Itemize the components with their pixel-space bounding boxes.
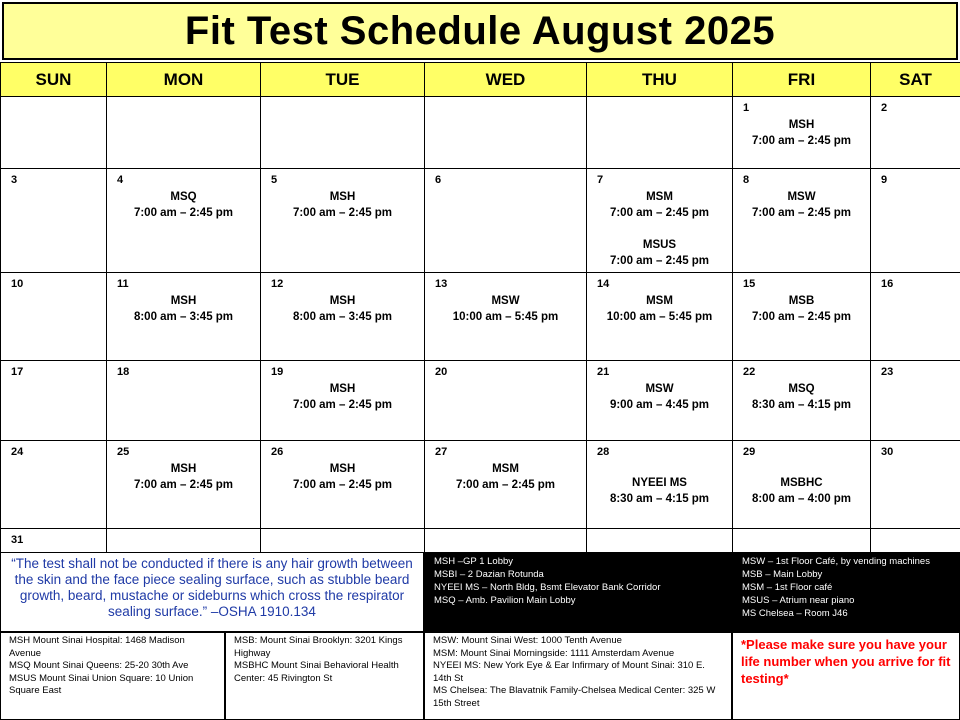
day-number: 11 <box>117 278 129 290</box>
day-cell <box>871 441 960 529</box>
weekday-sat: SAT <box>871 63 960 97</box>
weekday-fri: FRI <box>733 63 871 97</box>
day-number: 25 <box>117 446 130 458</box>
day-number: 1 <box>743 102 750 114</box>
location-line: MSW – 1st Floor Café, by vending machines <box>742 556 930 567</box>
day-number: 2 <box>881 102 888 114</box>
event-location: MSQ <box>788 383 815 395</box>
day-number: 12 <box>271 278 284 290</box>
day-number: 10 <box>11 278 24 290</box>
event-location: MSH <box>170 295 197 307</box>
event-location: MSM <box>646 295 673 307</box>
day-cell <box>261 169 425 273</box>
event-location: MSW <box>787 191 816 203</box>
event-time: 7:00 am – 2:45 pm <box>133 479 234 491</box>
day-cell <box>425 361 587 441</box>
address-line: MSW: Mount Sinai West: 1000 Tenth Avenue <box>433 635 622 646</box>
weekday-mon: MON <box>107 63 261 97</box>
locations-right <box>742 555 957 620</box>
day-number: 7 <box>597 174 604 186</box>
event-location: MSH <box>329 383 356 395</box>
day-number: 23 <box>881 366 894 378</box>
day-cell <box>871 97 960 169</box>
event-location: MSH <box>329 295 356 307</box>
event-time: 10:00 am – 5:45 pm <box>606 311 713 323</box>
day-cell <box>587 169 733 273</box>
location-line: MSH –GP 1 Lobby <box>434 556 514 567</box>
day-number: 29 <box>743 446 756 458</box>
event-time: 10:00 am – 5:45 pm <box>452 311 559 323</box>
day-number: 15 <box>743 278 756 290</box>
event-location: MSH <box>170 463 197 475</box>
week-row <box>1 273 960 361</box>
day-cell <box>1 169 107 273</box>
day-cell <box>733 441 871 529</box>
day-number: 17 <box>11 366 24 378</box>
event-time: 7:00 am – 2:45 pm <box>751 207 852 219</box>
day-number: 4 <box>117 174 124 186</box>
day-cell <box>425 169 587 273</box>
day-cell <box>587 441 733 529</box>
weekday-sun: SUN <box>1 63 107 97</box>
day-cell <box>587 97 733 169</box>
day-number: 30 <box>881 446 894 458</box>
address-line: MSB: Mount Sinai Brooklyn: 3201 Kings Highway <box>234 635 403 659</box>
day-cell <box>107 97 261 169</box>
event-time: 8:00 am – 3:45 pm <box>292 311 393 323</box>
location-line: MSB – Main Lobby <box>742 569 823 580</box>
week-row <box>1 441 960 529</box>
day-cell <box>107 361 261 441</box>
address-line: NYEEI MS: New York Eye & Ear Infirmary of Mount Sinai: 310 E. 14th St <box>433 660 705 684</box>
event-location: MSW <box>491 295 520 307</box>
weekday-tue: TUE <box>261 63 425 97</box>
day-cell <box>425 529 587 553</box>
addresses-column-2 <box>225 632 424 720</box>
day-cell <box>733 169 871 273</box>
event-time: 7:00 am – 2:45 pm <box>292 207 393 219</box>
week-row <box>1 169 960 273</box>
event-location: MSB <box>788 295 815 307</box>
page-title: Fit Test Schedule August 2025 <box>2 2 958 60</box>
day-cell <box>587 361 733 441</box>
address-line: MSBHC Mount Sinai Behavioral Health Center: 45 Rivington St <box>234 660 399 684</box>
day-cell <box>871 529 960 553</box>
day-cell <box>261 273 425 361</box>
day-number: 19 <box>271 366 284 378</box>
day-cell <box>107 273 261 361</box>
week-row <box>1 361 960 441</box>
day-cell <box>587 529 733 553</box>
day-cell <box>733 361 871 441</box>
location-line: MSBI – 2 Dazian Rotunda <box>434 569 544 580</box>
day-number: 20 <box>435 366 448 378</box>
weekday-wed: WED <box>425 63 587 97</box>
event-location: MSM <box>646 191 673 203</box>
week-row <box>1 529 960 553</box>
day-cell <box>871 361 960 441</box>
event-location: MSQ <box>170 191 197 203</box>
day-cell <box>1 441 107 529</box>
event-time: 7:00 am – 2:45 pm <box>751 311 852 323</box>
day-cell <box>587 273 733 361</box>
day-number: 9 <box>881 174 888 186</box>
event-location: MSBHC <box>780 477 823 489</box>
address-line: MSM: Mount Sinai Morningside: 1111 Amsterdam Avenue <box>433 647 675 659</box>
calendar-grid <box>0 62 960 553</box>
day-cell <box>425 273 587 361</box>
life-number-reminder: *Please make sure you have your life number when you arrive for fit testing* <box>732 632 960 720</box>
location-line: MSUS – Atrium near piano <box>742 595 855 606</box>
day-cell <box>871 273 960 361</box>
weekday-header-row <box>1 63 960 97</box>
event-location: MSH <box>329 191 356 203</box>
day-number: 16 <box>881 278 894 290</box>
day-cell <box>733 273 871 361</box>
day-number: 27 <box>435 446 448 458</box>
addresses-column-1 <box>0 632 225 720</box>
day-cell <box>1 529 107 553</box>
event-location: MSUS <box>642 239 677 251</box>
event-time: 7:00 am – 2:45 pm <box>133 207 234 219</box>
day-number: 21 <box>597 366 610 378</box>
event-time: 7:00 am – 2:45 pm <box>609 255 710 267</box>
event-time: 8:30 am – 4:15 pm <box>609 493 710 505</box>
event-time: 7:00 am – 2:45 pm <box>292 399 393 411</box>
day-cell <box>261 97 425 169</box>
event-time: 7:00 am – 2:45 pm <box>751 135 852 147</box>
event-location: NYEEI MS <box>632 477 687 489</box>
event-location: MSH <box>329 463 356 475</box>
day-number: 3 <box>11 174 18 186</box>
event-location: MSW <box>645 383 674 395</box>
day-cell <box>733 529 871 553</box>
osha-quote: “The test shall not be conducted if there is any hair growth between the skin and the face piece sealing surface, such as stubble beard growth, beard, mustache or sideburns which cross the respirator sealing surface.” –OSHA 1910.134 <box>0 552 424 632</box>
event-time: 8:00 am – 3:45 pm <box>133 311 234 323</box>
event-time: 7:00 am – 2:45 pm <box>609 207 710 219</box>
address-line: MSUS Mount Sinai Union Square: 10 Union Square East <box>9 672 194 696</box>
day-number: 5 <box>271 174 278 186</box>
day-number: 8 <box>743 174 750 186</box>
event-time: 8:30 am – 4:15 pm <box>751 399 852 411</box>
day-cell <box>1 361 107 441</box>
addresses-column-3 <box>424 632 732 720</box>
day-number: 6 <box>435 174 442 186</box>
day-cell <box>107 169 261 273</box>
day-number: 22 <box>743 366 756 378</box>
day-number: 18 <box>117 366 130 378</box>
day-cell <box>107 529 261 553</box>
weekday-thu: THU <box>587 63 733 97</box>
day-cell <box>425 441 587 529</box>
location-line: MSQ – Amb. Pavilion Main Lobby <box>434 595 576 606</box>
event-time: 9:00 am – 4:45 pm <box>609 399 710 411</box>
day-number: 31 <box>11 534 24 546</box>
day-cell <box>1 97 107 169</box>
location-line: MS Chelsea – Room J46 <box>742 608 848 619</box>
day-number: 26 <box>271 446 284 458</box>
day-cell <box>261 529 425 553</box>
day-cell <box>425 97 587 169</box>
day-cell <box>107 441 261 529</box>
event-location: MSM <box>492 463 519 475</box>
day-cell <box>733 97 871 169</box>
location-line: MSM – 1st Floor café <box>742 582 833 593</box>
event-location: MSH <box>788 119 815 131</box>
address-line: MSH Mount Sinai Hospital: 1468 Madison Avenue <box>9 635 185 659</box>
day-cell <box>261 361 425 441</box>
event-time: 8:00 am – 4:00 pm <box>751 493 852 505</box>
event-time: 7:00 am – 2:45 pm <box>455 479 556 491</box>
address-line: MS Chelsea: The Blavatnik Family-Chelsea Medical Center: 325 W 15th Street <box>433 685 716 709</box>
day-cell <box>261 441 425 529</box>
day-number: 14 <box>597 278 610 290</box>
address-line: MSQ Mount Sinai Queens: 25-20 30th Ave <box>9 660 189 671</box>
footer-info <box>0 552 960 720</box>
testing-locations-box <box>424 552 960 632</box>
event-time: 7:00 am – 2:45 pm <box>292 479 393 491</box>
locations-left <box>434 555 734 607</box>
day-number: 13 <box>435 278 448 290</box>
day-number: 28 <box>597 446 610 458</box>
day-cell <box>1 273 107 361</box>
day-cell <box>871 169 960 273</box>
location-line: NYEEI MS – North Bldg, Bsmt Elevator Bank Corridor <box>434 582 661 593</box>
week-row <box>1 97 960 169</box>
day-number: 24 <box>11 446 24 458</box>
